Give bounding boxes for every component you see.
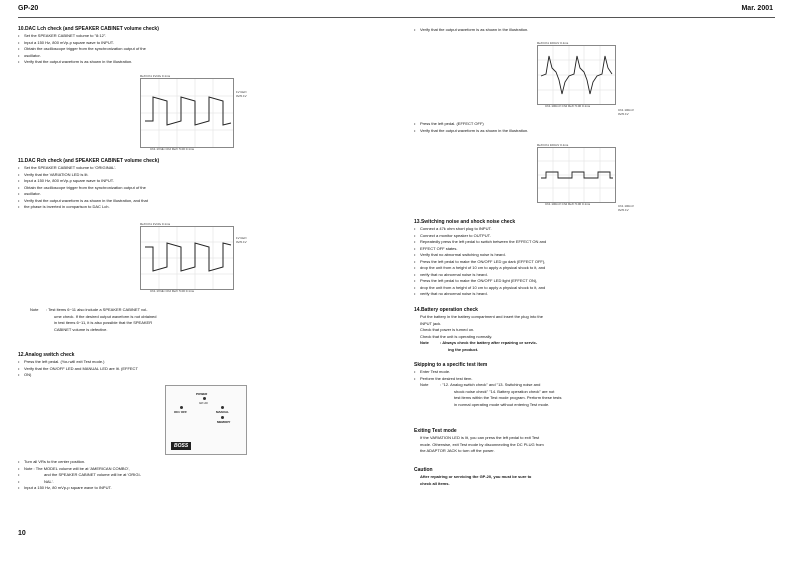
section-10	[18, 26, 388, 66]
scope-right-caption: 0V/0.1V	[236, 94, 247, 98]
panel-onoff-label: ON / OFF	[174, 410, 187, 414]
list-item: • Set the SPEAKER CABINET volume to 'ORIGINAL'.	[18, 165, 388, 172]
text-line: Put the battery in the battery compartment and insert the plug into the	[420, 314, 543, 319]
list-item: • oscillator.	[18, 191, 388, 198]
scope-right-caption: 0V/0.1V	[236, 240, 247, 244]
note-label: Note	[420, 382, 429, 387]
list-item: • Verify that the output waveform is as shown in the illustration.	[414, 128, 774, 135]
scope-bottom-caption: Ch1 1V/div Ch2 Ref= 5.00 0.1ms	[150, 147, 194, 151]
list-item: • drop the unit from a height of 10 cm to apply a physical shock to it, and	[414, 265, 779, 272]
list-item: • the phase is inverted in comparison to DAC Lch.	[18, 204, 388, 211]
note-line: : Test items 6~11 also include a SPEAKER CABINET vol-	[46, 307, 148, 312]
section-12-list	[18, 359, 388, 379]
list-item: • Obtain the oscilloscope trigger from the synchronization output of the	[18, 185, 388, 192]
header-date: Mar. 2001	[741, 5, 773, 12]
list-item: • oscillator.	[18, 53, 388, 60]
list-item: • Repeatedly press the left pedal to switch between the EFFECT ON and	[414, 239, 779, 246]
memory-led-icon	[221, 416, 224, 419]
text-line: Check that power is turned on.	[420, 327, 475, 332]
note-label: Note	[30, 307, 39, 312]
scope-right-caption: 1V Ref=	[236, 236, 247, 240]
scope-right-caption: 0V/0.1V	[618, 112, 629, 116]
section-10-list	[18, 33, 388, 66]
oscilloscope-figure-effect-on	[537, 45, 616, 105]
pedal-panel-figure	[165, 385, 247, 455]
scope-right-caption: Ch1 100mV	[618, 108, 634, 112]
scope-top-caption: Ref=Ch1 1V/div 0.1ms	[140, 222, 171, 226]
manual-led-icon	[221, 406, 224, 409]
list-item: • Obtain the oscilloscope trigger from the synchronization output of the	[18, 46, 388, 53]
section-skip-title: Skipping to a specific test item	[414, 362, 488, 368]
section-11	[18, 158, 388, 211]
square-wave-lch	[141, 79, 233, 147]
list-item: • Connect a monitor speaker to OUTPUT.	[414, 233, 779, 240]
text-line: Check that the unit is operating normally.	[420, 333, 493, 339]
scope-bottom-caption: Ch1 100mV Ch2 Ref= 5.00 0.1ms	[545, 202, 591, 206]
text-line: check all items.	[420, 480, 450, 486]
power-led-icon	[203, 397, 206, 400]
list-item: • Press the left pedal to make the ON/OFF LED light (EFFECT ON),	[414, 278, 779, 285]
note-block	[30, 307, 390, 333]
scope-top-caption: Ref=Ch1 100mV 0.1ms	[537, 41, 569, 45]
section-caution-title: Caution	[414, 467, 433, 473]
section-11-title: 11.DAC Rch check (and SPEAKER CABINET volume check)	[18, 158, 160, 164]
section-skip-note	[414, 382, 779, 408]
section-12-title: 12.Analog switch check	[18, 352, 75, 358]
oscilloscope-figure-effect-off	[537, 147, 616, 203]
scope-bottom-caption: Ch1 1V/div Ch2 Ref= 5.00 0.1ms	[150, 289, 194, 293]
list-item: • Verify that the output waveform is as shown in the illustration.	[18, 59, 388, 66]
list-item: • verify that no abnormal noise is heard.	[414, 291, 779, 298]
list-item: • Verify that the VARIATION LED is lit.	[18, 172, 388, 179]
list-item: • Set the SPEAKER CABINET volume to "8:12".	[18, 33, 388, 40]
note-line: in test items 6~11, it is also possible that the SPEAKER	[54, 320, 153, 325]
scope-right-caption: 0V/0.1V	[618, 208, 629, 212]
text-line: After repairing or servicing the GP-20, you must be sure to	[420, 474, 532, 479]
list-item: • Verify that the ON/OFF LED and MANUAL LED are lit. (EFFECT	[18, 366, 388, 373]
scope-right-caption: Ch1 100mV	[618, 204, 634, 208]
list-item: • Connect a 47k ohm short plug to INPUT.	[414, 226, 779, 233]
section-14-title: 14.Battery operation check	[414, 307, 478, 313]
scope-top-caption: Ref=Ch1 100mV 0.1ms	[537, 143, 569, 147]
panel-memory-label: MEMORY	[217, 420, 231, 424]
note-line: : Always check the battery after repairing or servic-	[440, 340, 538, 345]
list-item: • Press the left pedal. (You will exit Test mode.)	[18, 359, 388, 366]
note-line: : "12. Analog switch check" and "13. Switching noise and	[440, 382, 541, 387]
text-line: INPUT jack.	[420, 320, 442, 326]
list-item: • Note : The MODEL volume will be at 'AMERICAN COMBO',	[18, 466, 388, 473]
list-item: • Input a 150 Hz, 800 mVp-p square wave to INPUT.	[18, 40, 388, 47]
right-top-item	[414, 27, 774, 34]
scope-top-caption: Ref=Ch1 1V/div 0.1ms	[140, 74, 171, 78]
note-line: ume check. If the desired output waveform is not obtained	[54, 313, 157, 319]
scope-right-caption: 1V Ref=	[236, 90, 247, 94]
section-14-note	[414, 340, 779, 353]
boss-logo	[171, 442, 191, 450]
text-line: If the VARIATION LED is lit, you can press the left pedal to exit Test	[420, 435, 540, 440]
onoff-led-icon	[180, 406, 183, 409]
section-13	[414, 219, 779, 298]
panel-model-label: GP-20	[199, 401, 208, 405]
note-line: ing the product.	[448, 346, 479, 352]
waveform-effect-on	[538, 46, 615, 104]
right-mid-items	[414, 121, 774, 134]
list-item: • Input a 150 Hz, 800 mVp-p square wave to INPUT.	[18, 178, 388, 185]
waveform-effect-off	[538, 148, 615, 202]
list-item: • Perform the desired test item.	[414, 376, 779, 383]
square-wave-rch	[141, 227, 233, 289]
note-line: in normal operating mode without entering Test mode.	[454, 401, 550, 407]
list-item: • NAL'.	[18, 479, 388, 486]
note-label: Note	[420, 340, 429, 345]
panel-manual-label: MANUAL	[216, 410, 229, 414]
list-item: • Verify that the output waveform is as shown in the illustration.	[414, 27, 774, 34]
page-number: 10	[18, 530, 26, 537]
note-line: test items within the Test mode program. Perform these tests	[454, 395, 562, 400]
scope-bottom-caption: Ch1 100mV Ch2 Ref= 5.00 0.1ms	[545, 104, 591, 108]
panel-power-label: POWER	[196, 392, 208, 396]
list-item: • Enter Test mode.	[414, 369, 779, 376]
section-skip-list	[414, 369, 779, 382]
section-10-title: 10.DAC Lch check (and SPEAKER CABINET volume check)	[18, 26, 159, 32]
text-line: mode. Otherwise, exit Test mode by disconnecting the DC PLUG from	[420, 441, 544, 447]
note-line: CABINET volume is defective.	[54, 326, 108, 332]
section-exit	[414, 428, 779, 455]
section-13-list	[414, 226, 779, 298]
section-exit-title: Exiting Test mode	[414, 428, 457, 434]
list-item: • Verify that the output waveform is as shown in the illustration, and that	[18, 198, 388, 205]
boss-logo-text: BOSS	[174, 443, 189, 449]
list-item: • Turn all VRs to the center position.	[18, 459, 388, 466]
list-item: • Press the left pedal. (EFFECT OFF)	[414, 121, 774, 128]
list-item: • Verify that no abnormal switching noise is heard.	[414, 252, 779, 259]
section-caution	[414, 467, 779, 487]
list-item: • EFFECT OFF states.	[414, 246, 779, 253]
section-14	[414, 307, 779, 353]
text-line: the ADAPTOR JACK to turn off the power.	[420, 448, 495, 453]
section-12-list-2	[18, 459, 388, 492]
note-line: shock noise check" "14. Battery operation check" are not	[454, 388, 555, 394]
header-rule	[18, 17, 775, 18]
section-skip	[414, 362, 779, 408]
section-11-list	[18, 165, 388, 211]
header-model: GP-20	[18, 5, 39, 12]
list-item: • Input a 150 Hz, 80 mVp-p square wave to INPUT.	[18, 485, 388, 492]
oscilloscope-figure-lch	[140, 78, 234, 148]
list-item: • drop the unit from a height of 10 cm to apply a physical shock to it, and	[414, 285, 779, 292]
oscilloscope-figure-rch	[140, 226, 234, 290]
section-13-title: 13.Switching noise and shock noise check	[414, 219, 516, 225]
list-item: • Press the left pedal to make the ON/OFF LED go dark (EFFECT OFF),	[414, 259, 779, 266]
list-item: • and the SPEAKER CABINET volume will be at 'ORIGI-	[18, 472, 388, 479]
list-item: • ON)	[18, 372, 388, 379]
list-item: • verify that no abnormal noise is heard.	[414, 272, 779, 279]
section-12	[18, 352, 388, 379]
